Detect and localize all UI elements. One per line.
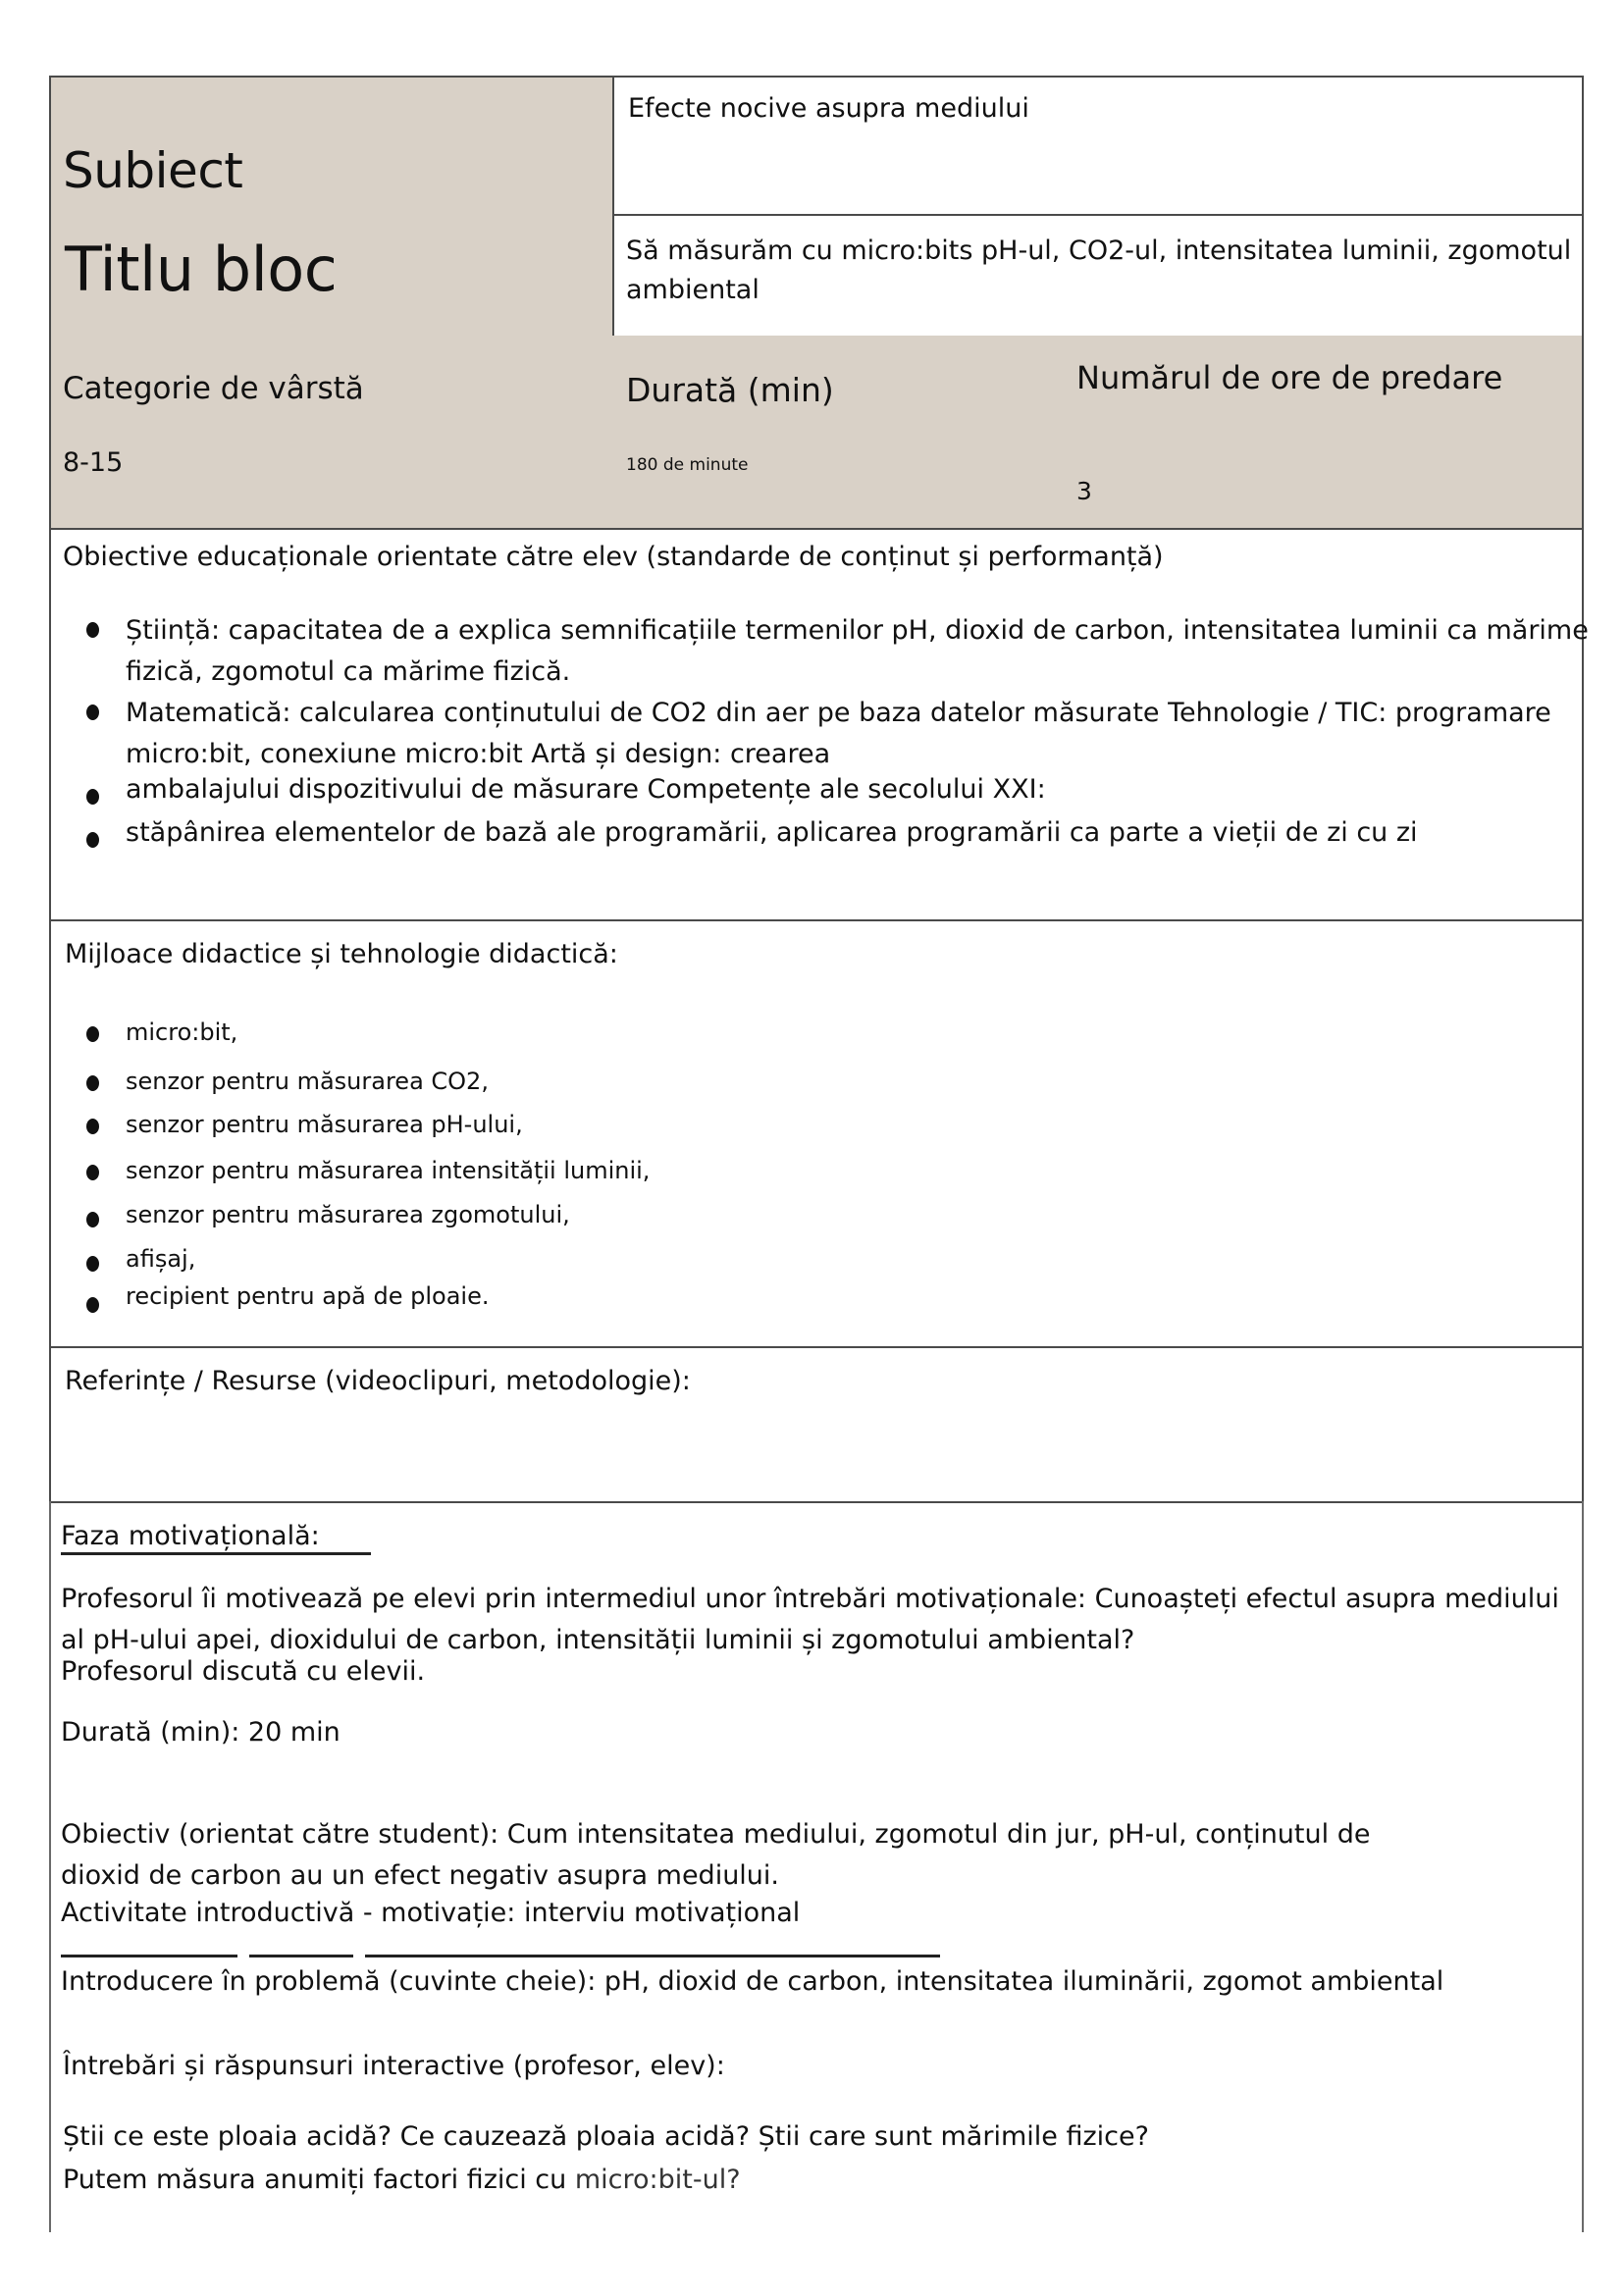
qa-heading: Întrebări și răspunsuri interactive (profesor, elev): [63, 2051, 725, 2081]
qa-line2-prefix: Putem măsura anumiți factori fizici cu [63, 2165, 575, 2195]
objective-item [86, 812, 1589, 856]
bullet-icon [86, 1297, 99, 1313]
divider-segment [61, 1955, 237, 1957]
material-item: afișaj, [86, 1244, 650, 1281]
bullet-icon [86, 622, 99, 638]
material-item: micro:bit, [86, 1018, 650, 1067]
block-title-value-line2: ambiental [626, 275, 760, 305]
motivational-phase-cell [49, 1501, 1584, 2232]
block-title-value-cell [612, 214, 1584, 338]
block-title-label-cell [49, 214, 614, 338]
bullet-icon [86, 1256, 99, 1272]
duration-label: Durată (min) [626, 371, 834, 409]
motivation-paragraph-line2: al pH-ului apei, dioxidului de carbon, intensității luminii și zgomotului ambiental? [61, 1625, 1135, 1655]
motivation-duration: Durată (min): 20 min [61, 1717, 341, 1748]
bullet-icon [86, 1075, 99, 1091]
duration-value: 180 de minute [626, 455, 749, 475]
student-objective-line1: Obiectiv (orientat către student): Cum intensitatea mediului, zgomotul din jur, pH-ul, conținutul de [61, 1819, 1371, 1850]
objective-line: Matematică: calcularea conținutului de CO2 din aer pe baza datelor măsurate Tehnologie / TIC: programare [126, 698, 1551, 728]
teaching-hours-label: Numărul de ore de predare [1076, 359, 1503, 396]
subject-label-cell [49, 76, 614, 216]
divider-segment [249, 1955, 353, 1957]
bullet-icon [86, 789, 99, 805]
teaching-hours-value: 3 [1076, 477, 1092, 505]
bullet-icon [86, 1165, 99, 1180]
divider-segment [365, 1955, 940, 1957]
subject-label: Subiect [63, 142, 243, 199]
qa-line2 [63, 2165, 741, 2195]
materials-list [86, 1018, 650, 1321]
objectives-cell [49, 528, 1589, 921]
objective-line: ambalajului dispozitivului de măsurare Competențe ale secolului XXI: [126, 774, 1046, 805]
age-category-value: 8-15 [63, 447, 124, 478]
objective-line: Știință: capacitatea de a explica semnificațiile termenilor pH, dioxid de carbon, intensitatea luminii ca mărime [126, 615, 1589, 646]
material-item: senzor pentru măsurarea CO2, [86, 1067, 650, 1110]
bullet-icon [86, 832, 99, 848]
motivation-paragraph-line1: Profesorul îi motivează pe elevi prin intermediul unor întrebări motivaționale: Cunoașteți efectul asupra mediului [61, 1584, 1559, 1614]
subject-value: Efecte nocive asupra mediului [628, 93, 1029, 124]
materials-heading: Mijloace didactice și tehnologie didactică: [65, 939, 618, 969]
bullet-icon [86, 704, 99, 720]
objective-line: fizică, zgomotul ca mărime fizică. [126, 656, 571, 687]
teaching-hours-cell [1063, 336, 1584, 530]
bullet-icon [86, 1212, 99, 1227]
bullet-icon [86, 1119, 99, 1134]
material-item: recipient pentru apă de ploaie. [86, 1281, 650, 1321]
age-category-label: Categorie de vârstă [63, 371, 364, 406]
qa-line2-microbit: micro:bit-ul? [574, 2165, 741, 2195]
intro-activity: Activitate introductivă - motivație: interviu motivațional [61, 1898, 801, 1928]
material-item: senzor pentru măsurarea zgomotului, [86, 1200, 650, 1244]
heading-underline [61, 1552, 371, 1555]
subject-value-cell [612, 76, 1584, 216]
references-cell [49, 1346, 1584, 1503]
duration-cell [612, 336, 1065, 530]
references-heading: Referințe / Resurse (videoclipuri, metodologie): [65, 1366, 691, 1396]
objective-line: micro:bit, conexiune micro:bit Artă și design: crearea [126, 739, 831, 769]
student-objective-line2: dioxid de carbon au un efect negativ asupra mediului. [61, 1860, 780, 1891]
objective-item [86, 693, 1589, 775]
block-title-label: Titlu bloc [65, 234, 338, 305]
objectives-heading: Obiective educaționale orientate către elev (standarde de conținut și performanță) [63, 542, 1164, 572]
material-item: senzor pentru măsurarea intensității luminii, [86, 1156, 650, 1200]
qa-line1: Știi ce este ploaia acidă? Ce cauzează ploaia acidă? Știi care sunt mărimile fizice? [63, 2121, 1149, 2152]
block-title-value-line1: Să măsurăm cu micro:bits pH-ul, CO2-ul, intensitatea luminii, zgomotul [626, 235, 1572, 266]
objective-item [86, 610, 1589, 693]
objective-item [86, 769, 1589, 812]
materials-cell [49, 919, 1584, 1348]
motivation-paragraph-line3: Profesorul discută cu elevii. [61, 1656, 426, 1687]
age-category-cell [49, 336, 614, 530]
problem-intro: Introducere în problemă (cuvinte cheie): pH, dioxid de carbon, intensitatea iluminării, zgomot ambiental [61, 1966, 1444, 1997]
objective-line: stăpânirea elementelor de bază ale programării, aplicarea programării ca parte a vieții de zi cu zi [126, 817, 1418, 848]
objectives-list [86, 610, 1589, 856]
motivational-phase-heading: Faza motivațională: [61, 1521, 320, 1551]
material-item: senzor pentru măsurarea pH-ului, [86, 1110, 650, 1156]
bullet-icon [86, 1026, 99, 1042]
